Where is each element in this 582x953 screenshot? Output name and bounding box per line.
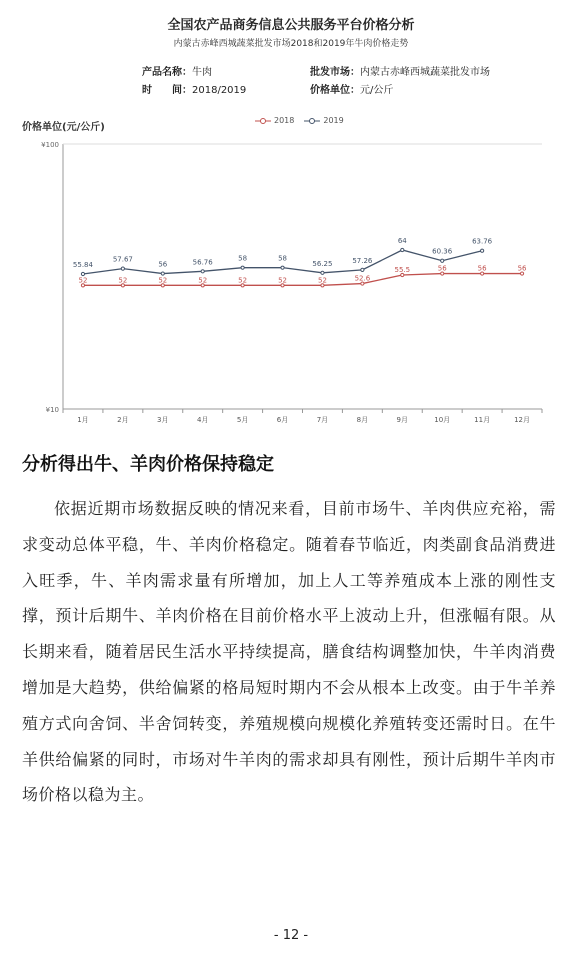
- data-label-2018: 52: [78, 276, 88, 285]
- product-value: 牛肉: [192, 67, 212, 78]
- unit-meta: [310, 81, 393, 96]
- x-tick-label: 2月: [117, 416, 129, 424]
- data-label-2018: 52: [238, 276, 248, 285]
- data-label-2019: 56.76: [192, 258, 213, 267]
- analysis-heading: 分析得出牛、羊肉价格保持稳定: [22, 454, 274, 475]
- data-label-2018: 52: [158, 276, 168, 285]
- data-label-2018: 52.6: [354, 274, 371, 283]
- data-point-2019: [201, 270, 204, 273]
- data-label-2019: 60.36: [432, 247, 453, 256]
- data-point-2019: [161, 272, 164, 275]
- page-number: - 12 -: [273, 928, 309, 943]
- y-tick-label-min: ¥10: [45, 406, 59, 414]
- legend-marker-2019-icon: [304, 117, 320, 125]
- data-label-2019: 63.76: [472, 237, 493, 246]
- y-tick-label-max: ¥100: [41, 141, 59, 149]
- product-meta: [142, 63, 212, 78]
- x-tick-label: 9月: [396, 416, 409, 424]
- legend-label-2018: 2018: [274, 116, 295, 125]
- data-label-2019: 55.84: [72, 261, 93, 270]
- data-label-2019: 57.67: [112, 255, 133, 264]
- data-label-2019: 58: [238, 254, 248, 263]
- chart-legend: [255, 116, 344, 125]
- data-point-2019: [361, 268, 364, 271]
- x-tick-label: 1月: [77, 416, 89, 424]
- unit-label: 价格单位：: [310, 85, 360, 96]
- data-label-2018: 56: [517, 264, 527, 273]
- analysis-paragraph: 依据近期市场数据反映的情况来看，目前市场牛、羊肉供应充裕，需求变动总体平稳，牛、羊肉价格稳定。随着春节临近，肉类副食品消费进入旺季，牛、羊肉需求量有所增加，加上人工等养殖成本上涨的刚性支撑，预计后期牛、羊肉价格在目前价格水平上波动上升，但涨幅有限。从长期来看，随着居民生活水平持续提高，膳食结构调整加快，牛羊肉消费增加是大趋势，供给偏紧的格局短时期内不会从根本上改变。由于牛羊养殖方式向舍饲、半舍饲转变，养殖规模向规模化养殖转变还需时日。在牛羊供给偏紧的同时，市场对牛羊肉的需求却具有刚性，预计后期牛羊肉市场价格以稳为主。: [22, 499, 556, 805]
- x-tick-label: 7月: [316, 416, 329, 424]
- market-value: 内蒙古赤峰西城蔬菜批发市场: [360, 67, 490, 78]
- data-point-2019: [481, 249, 484, 252]
- data-label-2018: 52: [118, 276, 128, 285]
- market-label: 批发市场：: [310, 67, 360, 78]
- data-label-2019: 56.25: [312, 259, 333, 268]
- product-label: 产品名称：: [142, 67, 192, 78]
- legend-item-2019: [304, 116, 343, 125]
- data-point-2019: [121, 267, 124, 270]
- data-label-2019: 58: [278, 254, 288, 263]
- x-tick-label: 3月: [157, 416, 169, 424]
- data-label-2019: 56: [158, 260, 168, 269]
- data-point-2019: [441, 259, 444, 262]
- data-label-2018: 52: [317, 276, 327, 285]
- series-line-2018: [83, 274, 522, 286]
- data-point-2019: [321, 271, 324, 274]
- data-point-2019: [281, 266, 284, 269]
- x-tick-label: 4月: [196, 416, 209, 424]
- price-line-chart: [0, 130, 582, 430]
- data-label-2019: 57.26: [352, 256, 373, 265]
- time-meta: [142, 81, 246, 96]
- x-tick-label: 12月: [514, 416, 531, 424]
- legend-marker-2018-icon: [255, 117, 271, 125]
- time-label: 时 间：: [142, 85, 192, 96]
- data-point-2019: [401, 248, 404, 251]
- time-value: 2018/2019: [192, 85, 247, 96]
- report-title: 全国农产品商务信息公共服务平台价格分析: [167, 18, 415, 33]
- data-label-2018: 52: [278, 276, 288, 285]
- x-tick-label: 11月: [474, 416, 491, 424]
- data-label-2018: 55.5: [394, 266, 411, 275]
- data-label-2018: 56: [437, 264, 447, 273]
- x-tick-label: 8月: [356, 416, 369, 424]
- data-label-2018: 56: [477, 264, 487, 273]
- data-point-2019: [81, 272, 84, 275]
- x-tick-label: 6月: [276, 416, 289, 424]
- x-tick-label: 5月: [236, 416, 249, 424]
- unit-value: 元/公斤: [360, 85, 394, 96]
- x-tick-label: 10月: [434, 416, 451, 424]
- data-point-2019: [241, 266, 244, 269]
- legend-item-2018: [255, 116, 294, 125]
- legend-label-2019: 2019: [323, 116, 344, 125]
- market-meta: [310, 63, 490, 78]
- chart-subtitle: 内蒙古赤峰西城蔬菜批发市场2018和2019年牛肉价格走势: [173, 39, 409, 49]
- chart-ylabel: 价格单位(元/公斤): [22, 122, 105, 133]
- data-label-2018: 52: [198, 276, 208, 285]
- data-label-2019: 64: [397, 237, 407, 245]
